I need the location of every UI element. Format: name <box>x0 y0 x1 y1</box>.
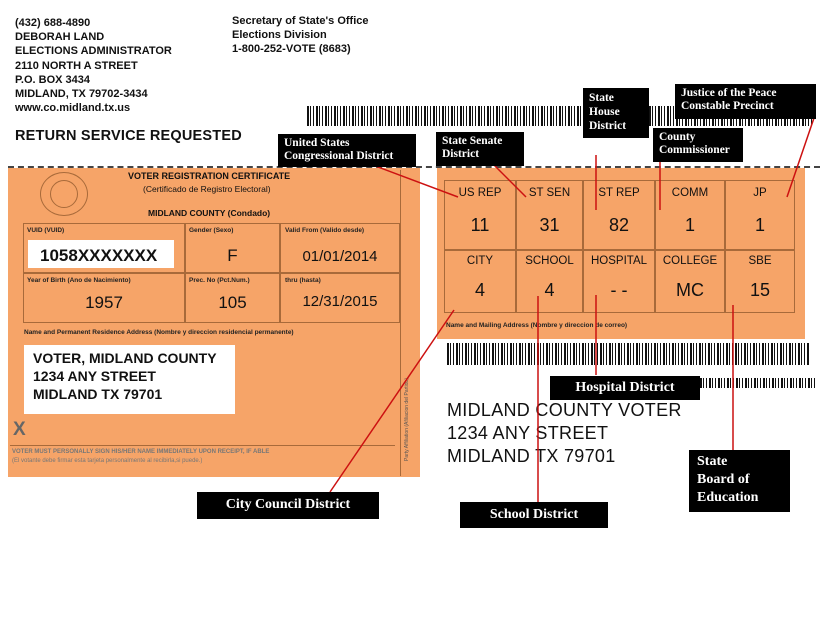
callout-hospital-district: Hospital District <box>550 376 700 400</box>
comm-value: 1 <box>684 215 695 235</box>
hospital-value: - - <box>610 280 628 300</box>
us-rep-label: US REP <box>458 187 502 199</box>
website: www.co.midland.tx.us <box>15 102 131 115</box>
college-label: COLLEGE <box>662 255 718 267</box>
thru-label: thru (hasta) <box>285 277 321 284</box>
party-affiliation-label: Party Affiliation (Afiliacion del Partido) <box>404 377 410 461</box>
st-sen-label: ST SEN <box>528 187 571 199</box>
return-service-requested: RETURN SERVICE REQUESTED <box>15 128 242 144</box>
jp-value: 1 <box>754 215 765 235</box>
precinct-value: 105 <box>218 293 247 312</box>
callout-justice-of-peace: Justice of the Peace Constable Precinct <box>675 84 816 119</box>
voter-city: MIDLAND TX 79701 <box>33 386 163 402</box>
signature-instruction-es: (El votante debe firmar esta tarjeta personalmente al recibirla,si puede.) <box>12 458 203 464</box>
valid-from-value: 01/01/2014 <box>302 248 378 265</box>
city-label: CITY <box>466 255 494 267</box>
city-value: 4 <box>474 280 485 300</box>
callout-city-council: City Council District <box>197 492 379 519</box>
po-box: P.O. BOX 3434 <box>15 73 91 86</box>
street-address: 2110 NORTH A STREET <box>15 59 138 72</box>
sos-line-1: Secretary of State's Office <box>232 15 369 27</box>
callout-county-commissioner: County Commissioner <box>653 128 743 162</box>
mailing-city: MIDLAND TX 79701 <box>447 446 616 466</box>
mailing-address-label: Name and Mailing Address (Nombre y direccion de correo) <box>446 322 628 329</box>
callout-state-house: State House District <box>583 88 649 138</box>
callout-school-district: School District <box>460 502 608 528</box>
st-rep-value: 82 <box>608 215 630 235</box>
certificate-subtitle: (Certificado de Registro Electoral) <box>143 184 271 194</box>
sbe-value: 15 <box>749 280 771 300</box>
valid-from-label: Valid From (Valido desde) <box>285 227 365 234</box>
mailing-name: MIDLAND COUNTY VOTER <box>447 400 682 420</box>
signature-x-mark: X <box>13 419 26 440</box>
hospital-label: HOSPITAL <box>590 255 648 267</box>
precinct-label: Prec. No (Pct.Num.) <box>189 277 250 284</box>
administrator-title: ELECTIONS ADMINISTRATOR <box>15 45 172 58</box>
county-name: MIDLAND COUNTY (Condado) <box>148 208 271 218</box>
st-rep-label: ST REP <box>598 187 640 199</box>
signature-instruction: VOTER MUST PERSONALLY SIGN HIS/HER NAME IMMEDIATELY UPON RECEIPT, IF ABLE <box>12 449 270 455</box>
birth-year-value: 1957 <box>85 293 123 312</box>
school-value: 4 <box>544 280 555 300</box>
school-label: SCHOOL <box>525 255 574 267</box>
gender-label: Gender (Sexo) <box>189 227 234 234</box>
sbe-label: SBE <box>748 255 772 267</box>
city-state-zip: MIDLAND, TX 79702-3434 <box>15 88 148 101</box>
birth-label: Year of Birth (Ano de Nacimiento) <box>27 277 131 284</box>
jp-label: JP <box>753 187 767 199</box>
college-value: MC <box>676 280 704 300</box>
sos-line-2: Elections Division <box>232 29 327 41</box>
thru-value: 12/31/2015 <box>302 293 378 310</box>
residence-label: Name and Permanent Residence Address (Nombre y direccion residencial permanente) <box>24 329 294 336</box>
voter-street: 1234 ANY STREET <box>33 368 156 384</box>
us-rep-value: 11 <box>470 215 490 235</box>
voter-name: VOTER, MIDLAND COUNTY <box>33 350 217 366</box>
mailing-street: 1234 ANY STREET <box>447 423 609 443</box>
phone: (432) 688-4890 <box>15 17 91 29</box>
sos-phone: 1-800-252-VOTE (8683) <box>232 43 351 55</box>
administrator-name: DEBORAH LAND <box>15 31 105 44</box>
vuid-value: 1058XXXXXXX <box>40 246 158 265</box>
vuid-label: VUID (VUID) <box>27 227 65 234</box>
certificate-title: VOTER REGISTRATION CERTIFICATE <box>128 171 291 181</box>
callout-state-board-education: State Board of Education <box>689 450 790 512</box>
callout-state-senate: State Senate District <box>436 132 524 166</box>
callout-us-congressional: United States Congressional District <box>278 134 416 167</box>
comm-label: COMM <box>671 187 709 199</box>
gender-value: F <box>227 246 238 265</box>
st-sen-value: 31 <box>539 215 560 235</box>
